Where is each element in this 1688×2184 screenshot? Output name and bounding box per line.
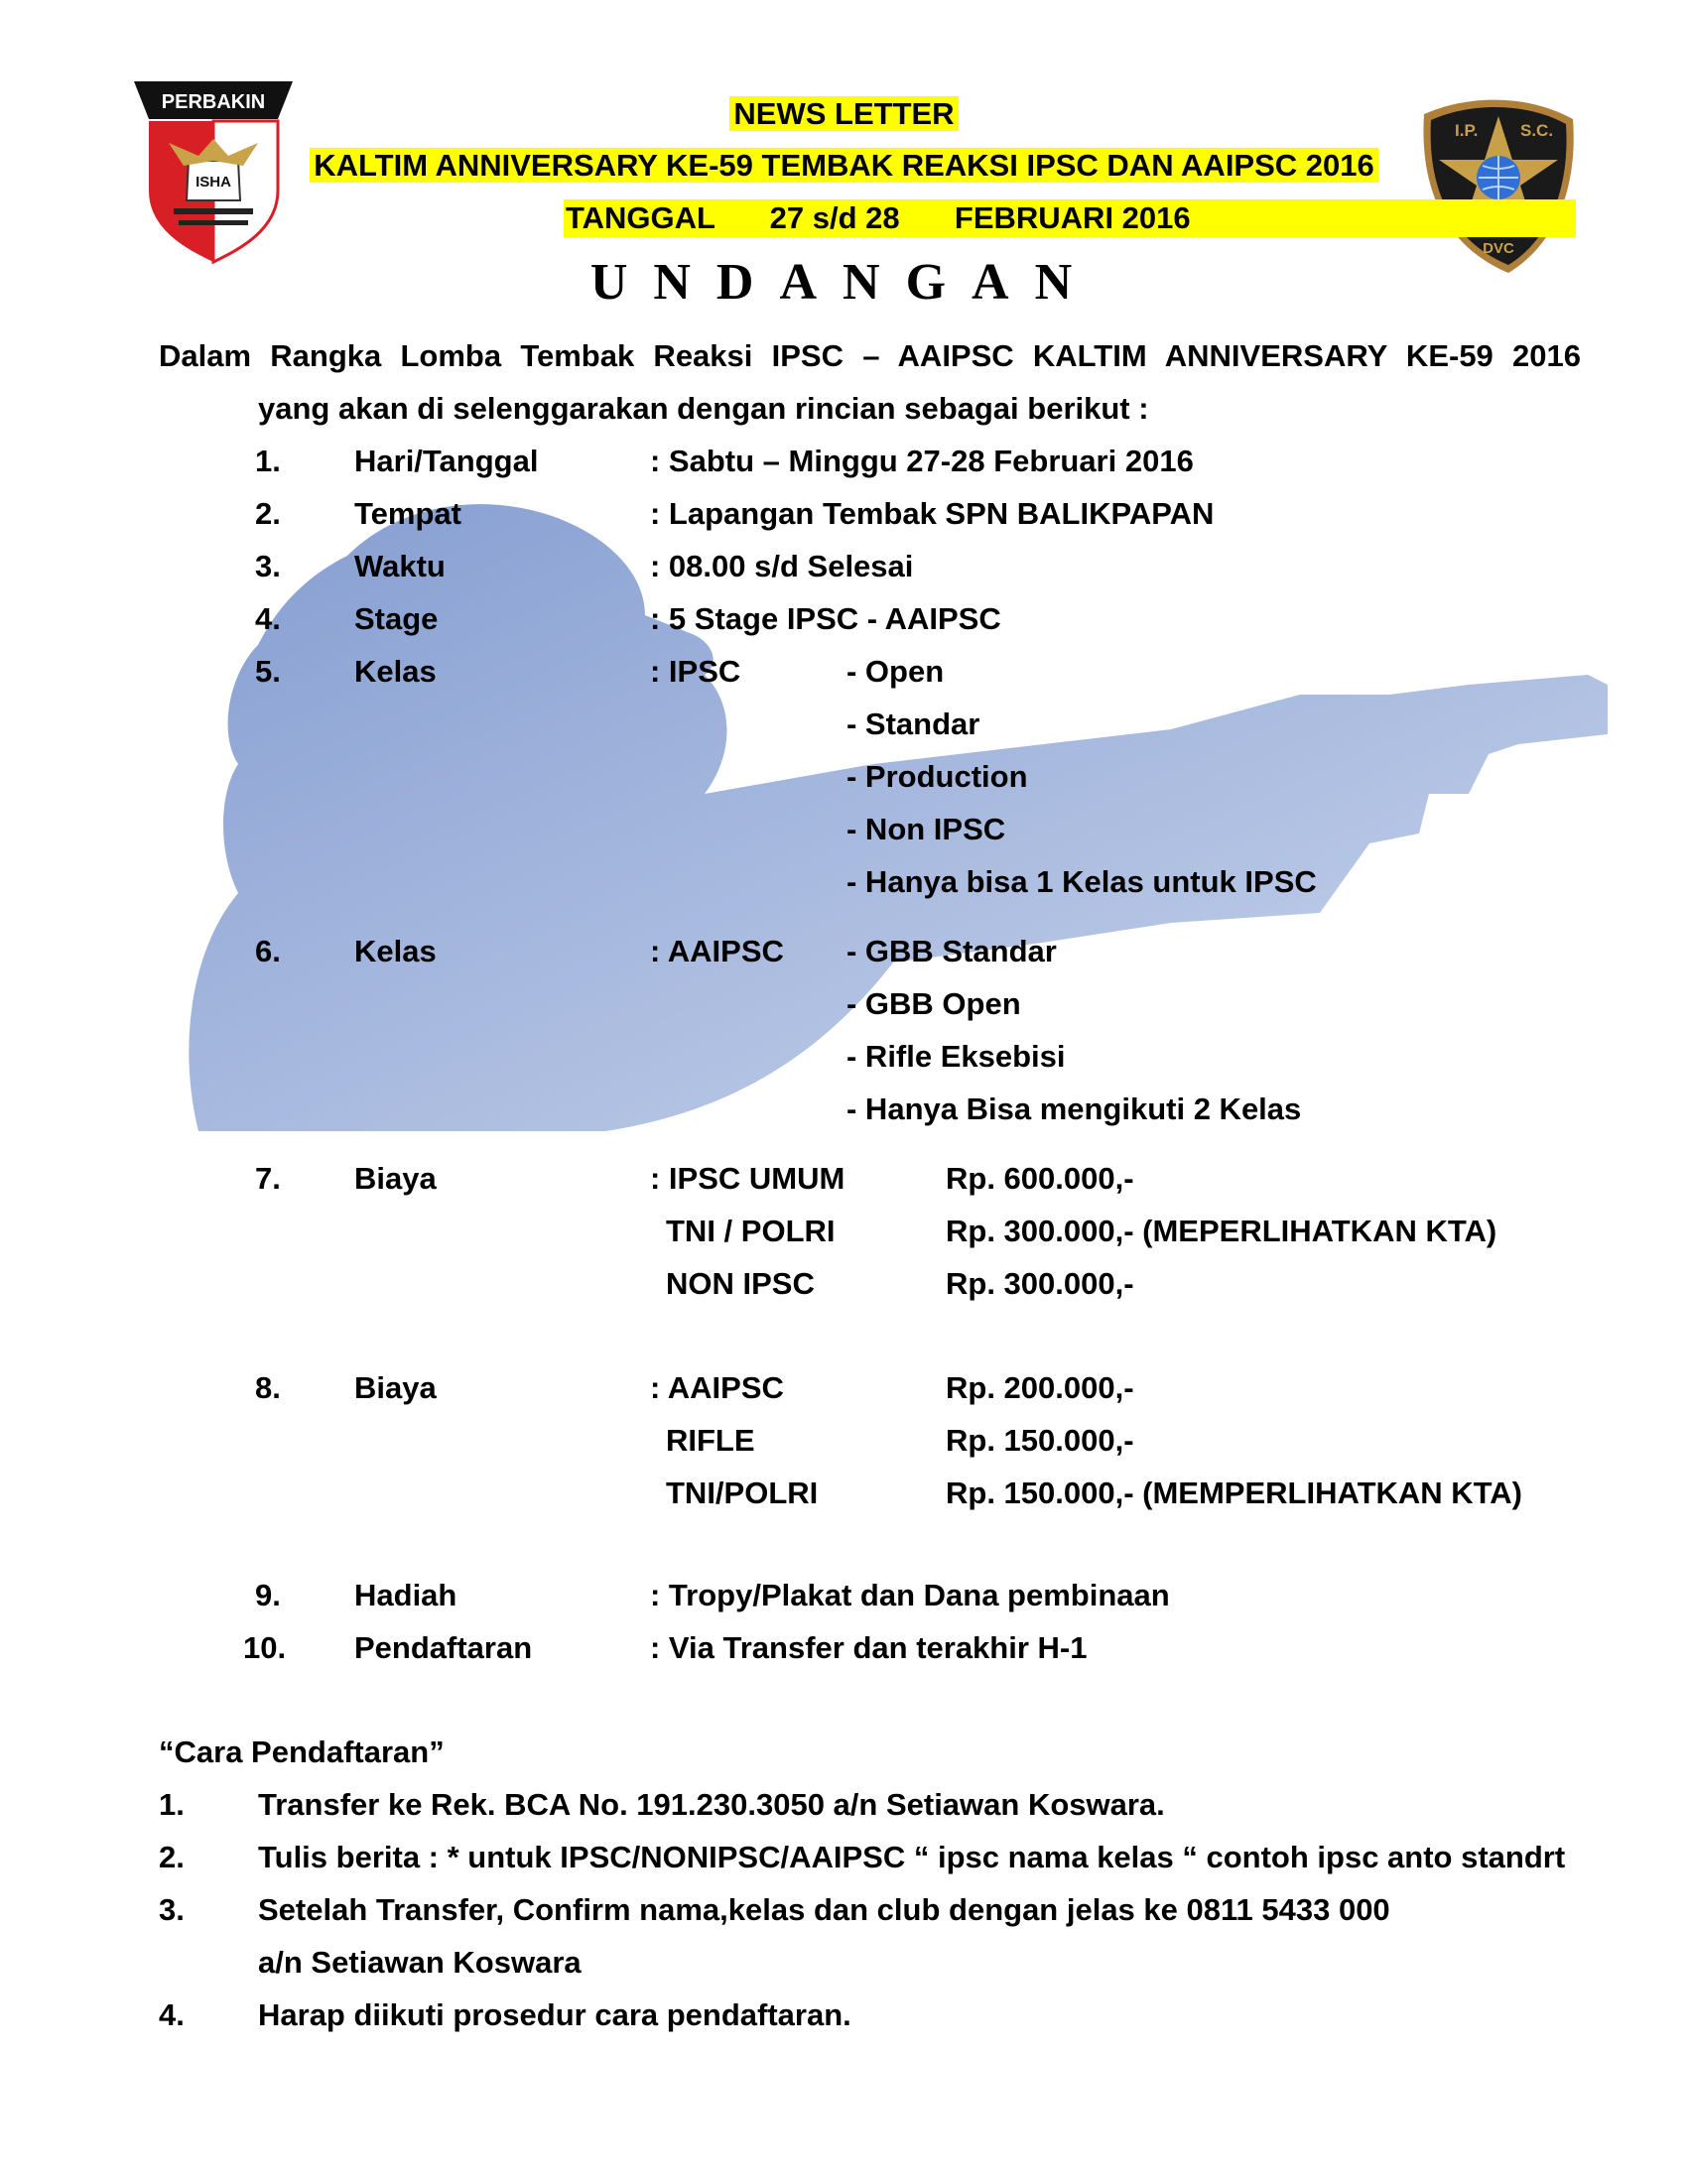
fee-category: TNI/POLRI bbox=[666, 1476, 819, 1510]
item-value: : Lapangan Tembak SPN BALIKPAPAN bbox=[650, 496, 1215, 531]
class-option: - Non IPSC bbox=[846, 812, 1006, 846]
date-range: 27 s/d 28 bbox=[769, 200, 900, 235]
class-option: - Standar bbox=[846, 707, 980, 741]
item-label: Hadiah bbox=[354, 1578, 457, 1612]
item-label: Pendaftaran bbox=[354, 1630, 533, 1665]
item-label: Waktu bbox=[354, 549, 446, 583]
item-number: 1. bbox=[255, 444, 281, 478]
step-number: 1. bbox=[159, 1787, 185, 1822]
fee-price: Rp. 300.000,- bbox=[946, 1266, 1134, 1301]
fee-category: : AAIPSC bbox=[650, 1370, 784, 1405]
class-option: - Open bbox=[846, 654, 945, 689]
fee-category: : IPSC UMUM bbox=[650, 1161, 845, 1196]
class-option: - GBB Open bbox=[846, 986, 1021, 1021]
item-label: Biaya bbox=[354, 1370, 437, 1405]
step-text-continued: a/n Setiawan Koswara bbox=[258, 1945, 582, 1980]
class-option: - Production bbox=[846, 759, 1028, 794]
item-label: Tempat bbox=[354, 496, 461, 531]
page-title: UNDANGAN bbox=[589, 254, 1099, 311]
item-number: 2. bbox=[255, 496, 281, 531]
item-number: 7. bbox=[255, 1161, 281, 1196]
fee-price: Rp. 150.000,- bbox=[946, 1423, 1134, 1458]
item-number: 4. bbox=[255, 601, 281, 636]
header-line-3 bbox=[564, 199, 1576, 237]
date-label: TANGGAL bbox=[566, 200, 715, 235]
step-number: 3. bbox=[159, 1892, 185, 1927]
ipsc-letter-ip: I.P. bbox=[1455, 121, 1479, 140]
header-line-2: KALTIM ANNIVERSARY KE-59 TEMBAK REAKSI IPSC DAN AAIPSC 2016 bbox=[310, 148, 1378, 183]
event-date-line bbox=[564, 199, 1576, 237]
item-number: 5. bbox=[255, 654, 281, 689]
step-text: Setelah Transfer, Confirm nama,kelas dan club dengan jelas ke 0811 5433 000 bbox=[258, 1892, 1390, 1927]
fee-category: TNI / POLRI bbox=[666, 1214, 836, 1248]
fee-price: Rp. 600.000,- bbox=[946, 1161, 1134, 1196]
item-label: Stage bbox=[354, 601, 439, 636]
fee-price: Rp. 300.000,- (MEPERLIHATKAN KTA) bbox=[946, 1214, 1497, 1248]
item-label: Kelas bbox=[354, 654, 437, 689]
item-value: : Sabtu – Minggu 27-28 Februari 2016 bbox=[650, 444, 1194, 478]
class-option: - GBB Standar bbox=[846, 934, 1057, 968]
item-number: 3. bbox=[255, 549, 281, 583]
item-value: : 08.00 s/d Selesai bbox=[650, 549, 914, 583]
item-label: Biaya bbox=[354, 1161, 437, 1196]
fee-category: RIFLE bbox=[666, 1423, 755, 1458]
item-value: : IPSC bbox=[650, 654, 741, 689]
intro-line-2: yang akan di selenggarakan dengan rincian sebagai berikut : bbox=[258, 391, 1149, 426]
fee-category: NON IPSC bbox=[666, 1266, 815, 1301]
item-number: 10. bbox=[243, 1630, 287, 1665]
class-note: - Hanya Bisa mengikuti 2 Kelas bbox=[846, 1092, 1302, 1126]
fee-price: Rp. 150.000,- (MEMPERLIHATKAN KTA) bbox=[946, 1476, 1523, 1510]
header-line-1: NEWS LETTER bbox=[729, 96, 958, 131]
date-month: FEBRUARI 2016 bbox=[954, 200, 1191, 235]
intro-line-1: Dalam Rangka Lomba Tembak Reaksi IPSC – AAIPSC KALTIM ANNIVERSARY KE-59 2016 bbox=[159, 338, 1581, 373]
item-number: 9. bbox=[255, 1578, 281, 1612]
step-number: 4. bbox=[159, 1997, 185, 2032]
fee-price: Rp. 200.000,- bbox=[946, 1370, 1134, 1405]
item-value: : AAIPSC bbox=[650, 934, 784, 968]
perbakin-shield-text: ISHA bbox=[195, 174, 231, 191]
perbakin-banner-text: PERBAKIN bbox=[161, 91, 266, 113]
newsletter-label bbox=[0, 95, 1688, 133]
item-value: : Via Transfer dan terakhir H-1 bbox=[650, 1630, 1088, 1665]
item-number: 6. bbox=[255, 934, 281, 968]
step-text: Harap diikuti prosedur cara pendaftaran. bbox=[258, 1997, 851, 2032]
class-option: - Rifle Eksebisi bbox=[846, 1039, 1066, 1074]
step-text: Tulis berita : * untuk IPSC/NONIPSC/AAIPSC “ ipsc nama kelas “ contoh ipsc anto standrt bbox=[258, 1840, 1566, 1874]
item-label: Kelas bbox=[354, 934, 437, 968]
ipsc-letter-sc: S.C. bbox=[1520, 121, 1554, 140]
step-text: Transfer ke Rek. BCA No. 191.230.3050 a/n Setiawan Koswara. bbox=[258, 1787, 1165, 1822]
class-note: - Hanya bisa 1 Kelas untuk IPSC bbox=[846, 864, 1317, 899]
step-number: 2. bbox=[159, 1840, 185, 1874]
item-value: : 5 Stage IPSC - AAIPSC bbox=[650, 601, 1001, 636]
ipsc-letter-dvc: DVC bbox=[1483, 240, 1514, 257]
registration-heading: “Cara Pendaftaran” bbox=[159, 1734, 445, 1769]
item-number: 8. bbox=[255, 1370, 281, 1405]
event-title bbox=[0, 147, 1688, 185]
item-value: : Tropy/Plakat dan Dana pembinaan bbox=[650, 1578, 1170, 1612]
item-label: Hari/Tanggal bbox=[354, 444, 539, 478]
